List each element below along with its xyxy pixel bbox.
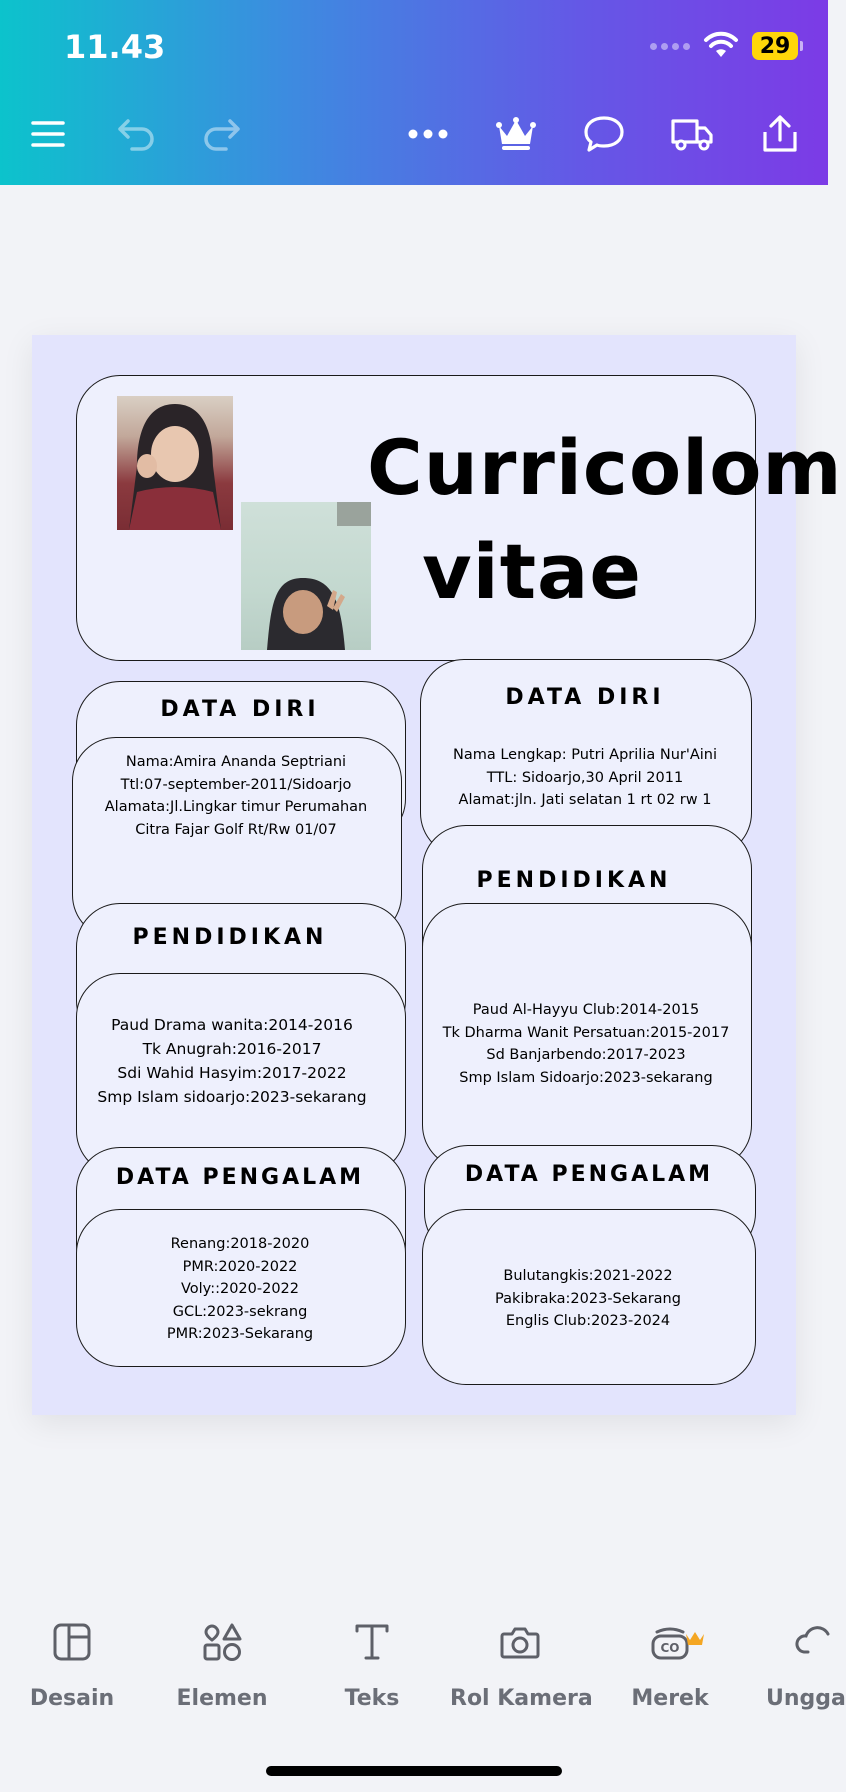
comment-icon[interactable]	[582, 112, 626, 156]
cv-title-line-2: vitae	[422, 527, 642, 616]
left-data-diri-info: Nama:Amira Ananda Septriani Ttl:07-september-2011/Sidoarjo Alamata:Jl.Lingkar timur Perumahan Citra Fajar Golf Rt/Rw 01/07	[104, 754, 368, 838]
battery-indicator: 29	[752, 32, 798, 60]
left-data-diri-heading: DATA DIRI	[160, 697, 320, 722]
tab-desain[interactable]	[2, 1582, 142, 1711]
right-pendidikan-info: Paud Al-Hayyu Club:2014-2015 Tk Dharma Wanit Persatuan:2015-2017 Sd Banjarbendo:2017-2023 Smp Islam Sidoarjo:2023-sekarang	[442, 1002, 730, 1086]
crown-icon[interactable]	[494, 112, 538, 156]
design-canvas[interactable]	[32, 335, 843, 1415]
cv-title-line-1: Curricolom	[367, 423, 843, 512]
tab-teks-label: Teks	[344, 1686, 400, 1711]
status-icons	[650, 32, 798, 60]
tab-rol-kamera[interactable]	[450, 1582, 593, 1711]
bottom-toolbar	[0, 1582, 846, 1792]
share-icon[interactable]	[758, 112, 802, 156]
title-card[interactable]	[76, 375, 843, 661]
tab-teks[interactable]	[302, 1582, 442, 1711]
tab-desain-label: Desain	[29, 1686, 115, 1711]
tab-unggah[interactable]	[750, 1582, 846, 1711]
tab-elemen[interactable]	[152, 1582, 292, 1711]
tab-merek[interactable]	[600, 1582, 740, 1711]
wifi-icon	[704, 33, 738, 59]
redo-icon[interactable]	[200, 112, 244, 156]
tab-unggah-label: Ungga	[766, 1686, 846, 1711]
left-pengalaman-info: Renang:2018-2020 PMR:2020-2022 Voly::2020-2022 GCL:2023-sekrang PMR:2023-Sekarang	[166, 1236, 314, 1342]
person-silhouette-icon	[117, 396, 233, 530]
camera-icon	[500, 1625, 540, 1659]
layout-icon	[53, 1623, 91, 1661]
truck-icon[interactable]	[670, 112, 714, 156]
person-silhouette-icon	[241, 502, 371, 650]
tab-elemen-label: Elemen	[176, 1686, 268, 1711]
status-time: 11.43	[64, 28, 166, 66]
text-icon	[354, 1623, 390, 1661]
menu-icon[interactable]	[26, 112, 70, 156]
right-pengalaman-info: Bulutangkis:2021-2022 Pakibraka:2023-Sekarang Englis Club:2023-2024	[495, 1268, 681, 1329]
right-data-diri-info: Nama Lengkap: Putri Aprilia Nur'Aini TTL: Sidoarjo,30 April 2011 Alamat:jln. Jati selatan 1 rt 02 rw 1	[453, 747, 717, 808]
photo-girl-1[interactable]	[117, 396, 233, 530]
right-pengalaman-heading: DATA PENGALAM	[464, 1162, 714, 1187]
upload-icon	[798, 1624, 828, 1660]
undo-icon[interactable]	[114, 112, 158, 156]
tab-rol-kamera-label: Rol Kamera	[450, 1686, 593, 1711]
photo-girl-2[interactable]	[241, 502, 371, 650]
cv-title[interactable]	[367, 416, 843, 624]
left-pengalaman-heading: DATA PENGALAM	[115, 1165, 365, 1190]
cellular-signal-icon	[650, 43, 690, 50]
top-toolbar	[0, 0, 828, 185]
tab-merek-label: Merek	[631, 1686, 709, 1711]
crown-badge-icon	[684, 1630, 706, 1648]
more-icon[interactable]	[406, 112, 450, 156]
shapes-icon	[202, 1622, 242, 1662]
left-pendidikan-info: Paud Drama wanita:2014-2016 Tk Anugrah:2016-2017 Sdi Wahid Hasyim:2017-2022 Smp Islam sidoarjo:2023-sekarang	[97, 1016, 367, 1106]
left-pendidikan-heading: PENDIDIKAN	[132, 925, 328, 950]
home-indicator[interactable]	[266, 1766, 562, 1776]
right-data-diri-heading: DATA DIRI	[505, 685, 665, 710]
svg-text:CO: CO	[660, 1641, 680, 1655]
right-pendidikan-heading: PENDIDIKAN	[476, 868, 672, 893]
